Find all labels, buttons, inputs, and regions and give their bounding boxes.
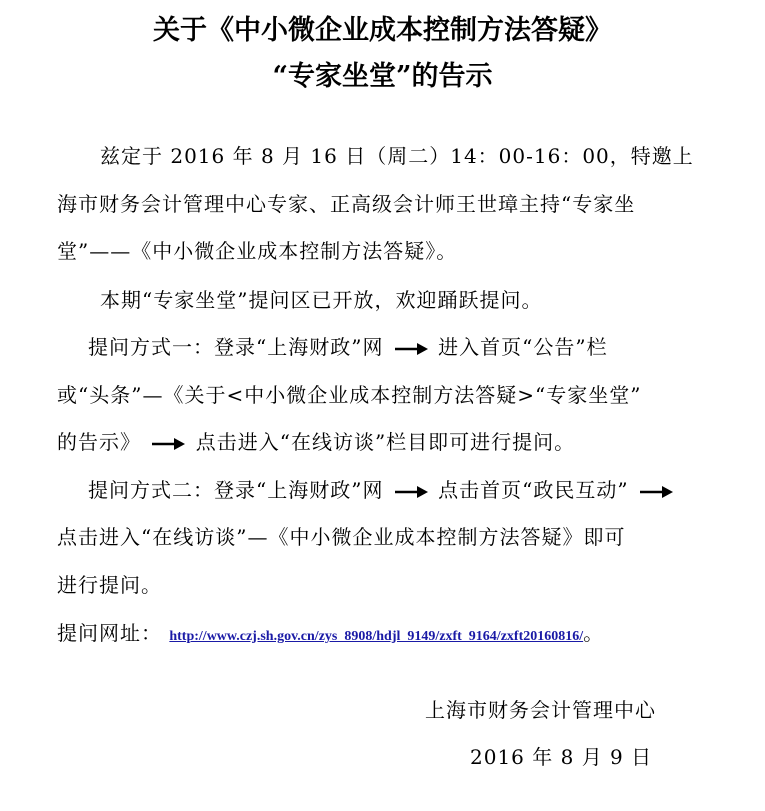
question-url-line	[57, 620, 604, 650]
method-2-line-3: 进行提问。	[57, 573, 162, 597]
method-1-line-2: 或“头条”—《关于<中小微企业成本控制方法答疑>“专家坐堂”	[57, 383, 642, 407]
method-2-text-b: 点击首页“政民互动”	[438, 478, 629, 502]
paragraph-1-line-1: 兹定于 2016 年 8 月 16 日（周二）14：00-16：00，特邀上	[100, 144, 694, 168]
method-1-line-3	[57, 429, 575, 455]
method-1-line-1	[88, 334, 608, 360]
signature-organization: 上海市财务会计管理中心	[425, 698, 656, 722]
right-arrow-icon	[393, 342, 429, 356]
method-2-line-1	[88, 477, 676, 503]
notice-title-line-2: “专家坐堂”的告示	[272, 61, 493, 92]
right-arrow-icon	[150, 437, 186, 451]
question-url-suffix: 。	[583, 621, 605, 645]
method-2-text-a: 提问方式二：登录“上海财政”网	[88, 478, 384, 502]
right-arrow-icon	[638, 485, 674, 499]
question-url-label: 提问网址：	[57, 621, 162, 645]
paragraph-2-line-1: 本期“专家坐堂”提问区已开放，欢迎踊跃提问。	[100, 288, 543, 312]
method-1-text-c: 的告示》	[57, 430, 141, 454]
paragraph-1-line-3: 堂”——《中小微企业成本控制方法答疑》。	[57, 239, 458, 263]
method-1-text-b: 进入首页“公告”栏	[438, 335, 608, 359]
notice-title-line-1: 关于《中小微企业成本控制方法答疑》	[153, 15, 612, 46]
right-arrow-icon	[393, 485, 429, 499]
method-1-text-d: 点击进入“在线访谈”栏目即可进行提问。	[195, 430, 576, 454]
method-2-line-2: 点击进入“在线访谈”—《中小微企业成本控制方法答疑》即可	[57, 525, 626, 549]
signature-date: 2016 年 8 月 9 日	[470, 745, 653, 769]
paragraph-1-line-2: 海市财务会计管理中心专家、正高级会计师王世璋主持“专家坐	[57, 192, 636, 216]
question-url-link[interactable]: http://www.czj.sh.gov.cn/zys_8908/hdjl_9149/zxft_9164/zxft20160816/	[169, 629, 584, 644]
method-1-text-a: 提问方式一：登录“上海财政”网	[88, 335, 384, 359]
